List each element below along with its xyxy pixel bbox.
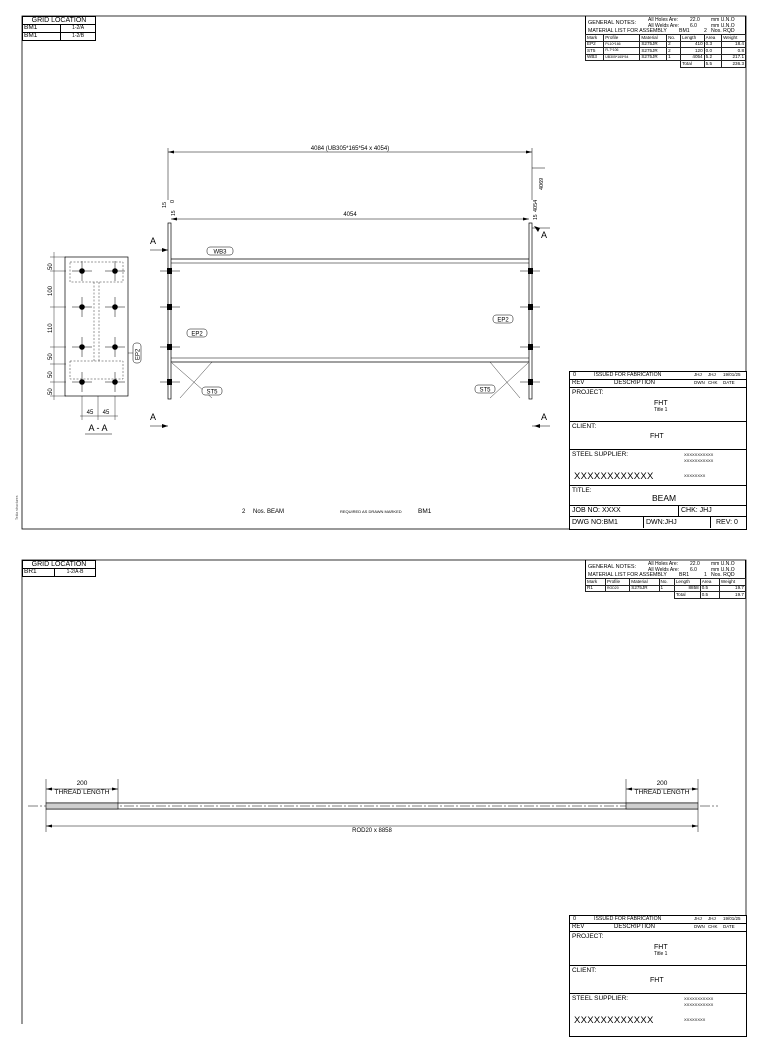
cell-profile: ROD20 — [606, 585, 630, 592]
section-horiz-1: 45 — [86, 410, 94, 416]
material-header: Weight — [722, 35, 746, 42]
holes-label: All Holes Are: — [648, 561, 679, 567]
client-name: FHT — [650, 433, 664, 440]
project-label: PROJECT: — [572, 933, 604, 940]
date-label: DATE — [723, 380, 735, 385]
cell-material: S275JR — [630, 585, 659, 592]
section-dim-1: 50 — [48, 263, 54, 270]
cell-length: 120 — [681, 48, 705, 55]
cell-profile: FL7*106 — [604, 48, 640, 55]
table-row — [586, 41, 746, 48]
thread-right-label: THREAD LENGTH — [634, 789, 690, 796]
rev-dwn: JHJ — [694, 916, 702, 921]
project-name: FHT — [654, 400, 668, 407]
left-end-small-dim: 15 — [171, 210, 177, 216]
cell-mark: EP2 — [586, 41, 604, 48]
project-subtitle: Title 1 — [654, 407, 668, 413]
material-table — [585, 34, 746, 68]
section-mark-left — [150, 236, 168, 428]
cell-profile: UB305*165*54 — [604, 54, 640, 61]
client-name: FHT — [650, 977, 664, 984]
assembly-qty-unit: Nos. RQD — [711, 28, 735, 34]
grid-location-table — [22, 560, 96, 577]
thread-right-dim: 200 — [656, 780, 668, 787]
total-label: Total — [674, 592, 700, 599]
tag-ep2-right: EP2 — [497, 317, 509, 324]
tag-ep2-left: EP2 — [191, 331, 203, 338]
rev-date: 19/01/25 — [723, 372, 741, 377]
assembly-qty: 1 — [704, 572, 707, 578]
supplier-line-3: XXXXXXXX — [684, 473, 706, 478]
section-a-a — [48, 252, 142, 434]
material-header: Area — [704, 35, 722, 42]
material-list — [585, 16, 746, 68]
cell-length: 410 — [681, 41, 705, 48]
grid-cell: 1-2/A-B — [55, 569, 96, 577]
supplier-line-3: XXXXXXXX — [684, 1017, 706, 1022]
total-row — [586, 592, 746, 599]
material-header: Weight — [719, 579, 745, 586]
cell-no: 1 — [659, 585, 674, 592]
holes-unit: mm U.N.O — [711, 17, 735, 23]
supplier-line-1: XXXXXXXXXXX — [684, 996, 714, 1001]
material-header: Mark — [586, 579, 606, 586]
svg-text:A: A — [150, 412, 157, 422]
title-block — [569, 915, 747, 1037]
grid-cell: BM1 — [23, 25, 61, 33]
cell-no: 2 — [667, 48, 681, 55]
welds-unit: mm U.N.O — [711, 23, 735, 29]
assembly-qty: 2 — [704, 28, 707, 34]
svg-text:A: A — [541, 230, 548, 240]
project-subtitle: Title 1 — [654, 951, 668, 957]
cell-no: 1 — [667, 54, 681, 61]
material-header: Profile — [604, 35, 640, 42]
rev-date: 19/01/25 — [723, 916, 741, 921]
cell-profile: PL10*166 — [604, 41, 640, 48]
cell-area: 0.3 — [704, 41, 722, 48]
grid-cell: 1-2/A — [61, 25, 96, 33]
supplier-line-1: XXXXXXXXXXX — [684, 452, 714, 457]
svg-text:A: A — [150, 236, 157, 246]
footer-desc: Nos. BEAM — [253, 509, 285, 515]
drawing-title: BEAM — [652, 493, 677, 503]
cell-length: 8858 — [674, 585, 700, 592]
supplier-line-2: XXXXXXXXXXX — [684, 458, 714, 463]
material-list-label: MATERIAL LIST FOR ASSEMBLY — [588, 28, 667, 34]
supplier-line-2: XXXXXXXXXXX — [684, 1002, 714, 1007]
rev-no: 0 — [573, 372, 577, 378]
total-area: 5.5 — [704, 61, 722, 68]
cell-mark: WB3 — [586, 54, 604, 61]
supplier-name: XXXXXXXXXXXX — [574, 471, 654, 482]
drawing-sheet-2 — [0, 556, 768, 1024]
side-note: Tekla structures — [15, 495, 19, 520]
cell-area: 0.0 — [704, 48, 722, 55]
footer-qty: 2 — [242, 509, 246, 515]
cell-material: S275JR — [640, 41, 667, 48]
checked-by: CHK: JHJ — [681, 507, 712, 514]
cell-weight: 18.4 — [722, 41, 746, 48]
welds-value: 6.0 — [690, 23, 697, 29]
assembly-qty-unit: Nos. RQD — [711, 572, 735, 578]
length-dimension: 4054 — [343, 212, 357, 218]
overall-dimension: 4084 (UB305*165*54 x 4054) — [310, 146, 390, 152]
material-header: Profile — [606, 579, 630, 586]
rod-dimension: ROD20 x 8858 — [352, 828, 392, 834]
rev-label: REV — [572, 380, 585, 386]
section-dim-5: 50 — [48, 371, 54, 378]
grid-cell: BM1 — [23, 33, 61, 41]
footer-mark: BM1 — [418, 508, 432, 515]
rev-dwn: JHJ — [694, 372, 702, 377]
rev-chk: JHJ — [708, 372, 716, 377]
revision: REV: 0 — [716, 519, 738, 526]
holes-value: 22.0 — [690, 561, 700, 567]
supplier-label: STEEL SUPPLIER: — [572, 995, 629, 1002]
grid-location-table — [22, 16, 96, 41]
project-name: FHT — [654, 944, 668, 951]
cell-weight: 19.7 — [719, 585, 745, 592]
client-label: CLIENT: — [572, 423, 597, 430]
sheet-separator — [0, 530, 768, 556]
grid-cell: BR1 — [23, 569, 55, 577]
thread-left-dim: 200 — [76, 780, 88, 787]
grid-location-header: GRID LOCATION — [23, 17, 96, 25]
material-header: Mark — [586, 35, 604, 42]
section-dim-4: 50 — [48, 353, 54, 360]
section-horiz-2: 45 — [102, 410, 110, 416]
section-mark-right — [532, 226, 550, 428]
material-header: Length — [674, 579, 700, 586]
table-row — [586, 54, 746, 61]
section-dim-3: 110 — [48, 323, 54, 333]
material-header: Material — [640, 35, 667, 42]
welds-unit: mm U.N.O — [711, 567, 735, 573]
cell-area: 0.5 — [700, 585, 719, 592]
supplier-label: STEEL SUPPLIER: — [572, 451, 629, 458]
welds-label: All Welds Are: — [648, 567, 680, 573]
section-dim-6: 50 — [48, 388, 54, 395]
tag-st5-right: ST5 — [479, 387, 491, 394]
desc-label: DESCRIPTION — [614, 924, 656, 930]
rev-label: REV — [572, 924, 585, 930]
section-dim-2: 100 — [48, 285, 54, 296]
table-row — [586, 585, 746, 592]
holes-unit: mm U.N.O — [711, 561, 735, 567]
material-list-label: MATERIAL LIST FOR ASSEMBLY — [588, 572, 667, 578]
tag-ep2-section: EP2 — [135, 348, 142, 360]
chk-label: CHK — [708, 380, 718, 385]
material-header: No. — [659, 579, 674, 586]
total-label: Total — [681, 61, 705, 68]
svg-text:A: A — [541, 412, 548, 422]
total-row — [586, 61, 746, 68]
date-label: DATE — [723, 924, 735, 929]
table-row — [586, 48, 746, 55]
material-header: Area — [700, 579, 719, 586]
right-end-dim: 15 — [533, 214, 539, 220]
drawn-by: DWN:JHJ — [646, 519, 677, 526]
cell-mark: ST5 — [586, 48, 604, 55]
rev-description: ISSUED FOR FABRICATION — [594, 372, 662, 378]
supplier-name: XXXXXXXXXXXX — [574, 1015, 654, 1026]
cell-mark: R1 — [586, 585, 606, 592]
welds-label: All Welds Are: — [648, 23, 680, 29]
project-label: PROJECT: — [572, 389, 604, 396]
title-block — [569, 371, 747, 530]
grid-cell: 1-2/B — [61, 33, 96, 41]
right-dim-a: 4069 — [539, 177, 545, 190]
tag-wb3: WB3 — [213, 249, 227, 256]
chk-label: CHK — [708, 924, 718, 929]
total-weight: 236.3 — [722, 61, 746, 68]
holes-label: All Holes Are: — [648, 17, 679, 23]
general-notes-title: GENERAL NOTES: — [588, 564, 637, 570]
material-list — [585, 560, 746, 599]
left-gap-dim: 0 — [170, 199, 176, 203]
dwn-label: DWN — [694, 924, 705, 929]
material-header: No. — [667, 35, 681, 42]
cell-weight: 0.8 — [722, 48, 746, 55]
cell-weight: 217.1 — [722, 54, 746, 61]
drawing-number: DWG NO:BM1 — [572, 519, 618, 526]
client-label: CLIENT: — [572, 967, 597, 974]
material-header: Length — [681, 35, 705, 42]
desc-label: DESCRIPTION — [614, 380, 656, 386]
welds-value: 6.0 — [690, 567, 697, 573]
thread-left-label: THREAD LENGTH — [54, 789, 110, 796]
holes-value: 22.0 — [690, 17, 700, 23]
cell-area: 5.2 — [704, 54, 722, 61]
dwn-label: DWN — [694, 380, 705, 385]
assembly-mark: BR1 — [679, 572, 690, 578]
rev-description: ISSUED FOR FABRICATION — [594, 916, 662, 922]
material-header: Material — [630, 579, 659, 586]
total-area: 0.5 — [700, 592, 719, 599]
left-end-dim: 15 — [162, 201, 168, 208]
total-weight: 19.7 — [719, 592, 745, 599]
right-dim-b: 4054 — [533, 199, 539, 212]
cell-length: 4054 — [681, 54, 705, 61]
rev-chk: JHJ — [708, 916, 716, 921]
cell-no: 2 — [667, 41, 681, 48]
material-table — [585, 578, 746, 599]
footer-marked-note: REQUIRED AS DRAWN MARKED — [340, 509, 402, 514]
cell-material: S275JR — [640, 54, 667, 61]
rev-no: 0 — [573, 916, 577, 922]
title-label: TITLE: — [572, 487, 592, 494]
general-notes-title: GENERAL NOTES: — [588, 20, 637, 26]
section-label: A - A — [88, 423, 108, 433]
assembly-mark: BM1 — [679, 28, 690, 34]
grid-location-header: GRID LOCATION — [23, 561, 96, 569]
job-number: JOB NO: XXXX — [572, 507, 621, 514]
cell-material: S275JR — [640, 48, 667, 55]
tag-st5-left: ST5 — [206, 389, 218, 396]
